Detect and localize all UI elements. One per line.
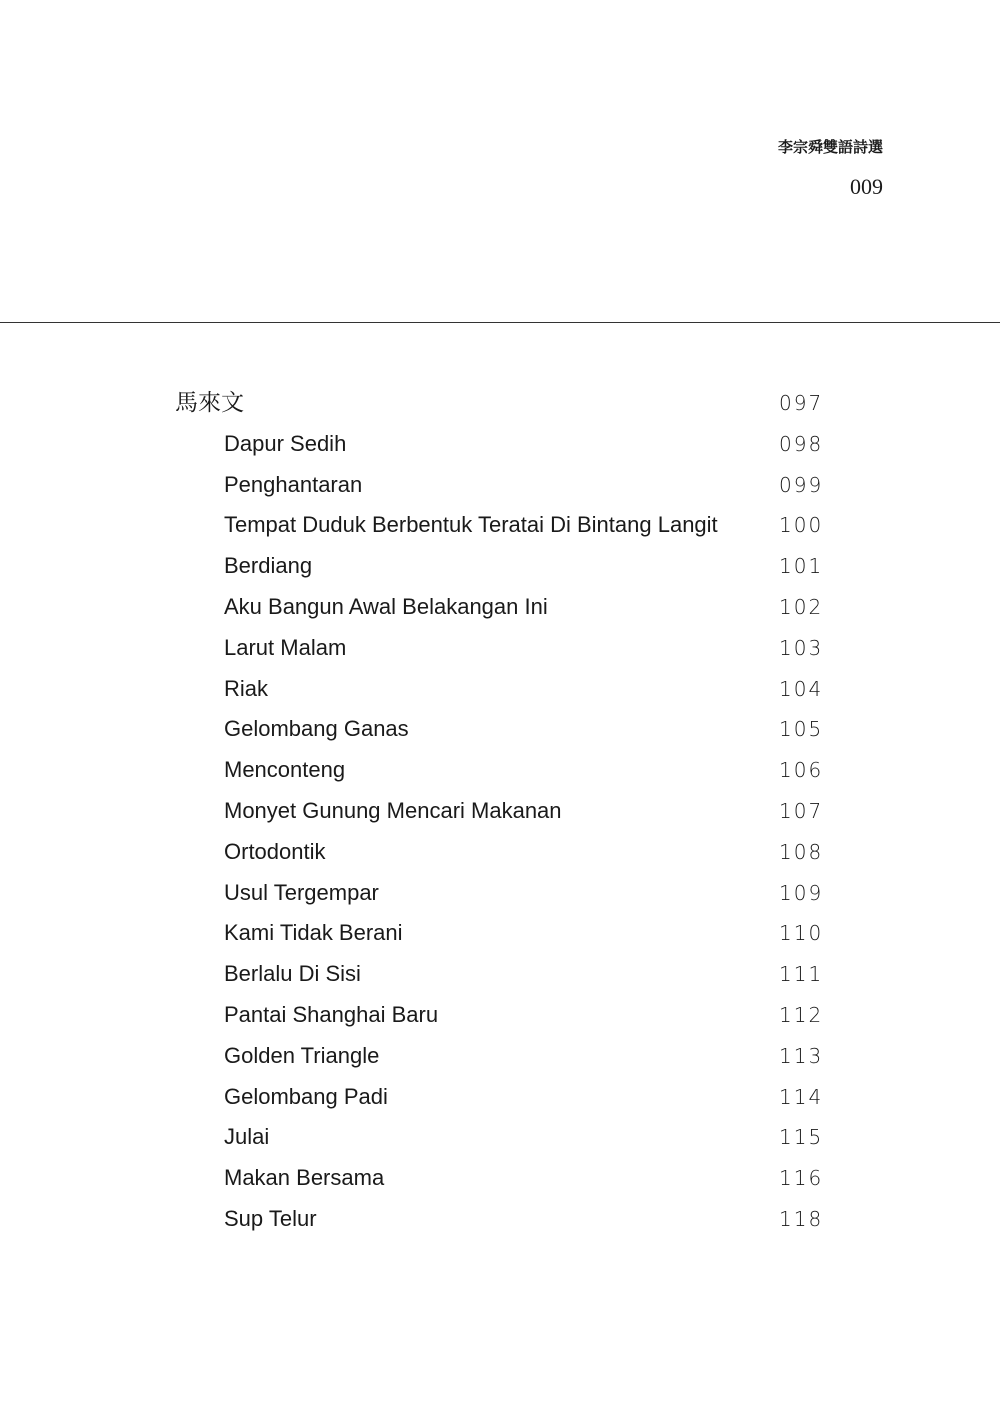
toc-entry-title: Larut Malam [224, 634, 347, 660]
toc-entry-title: Dapur Sedih [224, 430, 347, 456]
toc-entry-page: 104 [779, 676, 824, 701]
toc-entry [0, 587, 1000, 628]
toc-entry-title: Makan Bersama [224, 1165, 385, 1191]
toc-entry-page: 099 [779, 472, 824, 497]
toc-entry-title: Monyet Gunung Mencari Makanan [224, 797, 562, 823]
toc-entry-page: 112 [779, 1002, 824, 1027]
toc-entry [0, 750, 1000, 791]
toc-entry-title: Aku Bangun Awal Belakangan Ini [224, 593, 548, 619]
toc-entry-page: 100 [779, 513, 824, 538]
table-of-contents [0, 383, 1000, 1240]
toc-entry-title: Ortodontik [224, 838, 326, 864]
toc-entry-page: 103 [779, 635, 824, 660]
toc-entry [0, 954, 1000, 995]
toc-entry-title: Gelombang Ganas [224, 716, 409, 742]
toc-entry [0, 546, 1000, 587]
toc-entry-title: Golden Triangle [224, 1042, 380, 1068]
toc-entry [0, 1077, 1000, 1118]
toc-entry [0, 709, 1000, 750]
book-title: 李宗舜雙語詩選 [777, 138, 883, 156]
toc-entry [0, 995, 1000, 1036]
toc-entries [0, 424, 1000, 1240]
toc-entry-title: Kami Tidak Berani [224, 920, 403, 946]
toc-entry [0, 505, 1000, 546]
toc-entry-page: 113 [779, 1043, 824, 1068]
toc-entry [0, 1117, 1000, 1158]
toc-entry-page: 106 [779, 758, 824, 783]
toc-entry [0, 913, 1000, 954]
toc-entry-title: Berdiang [224, 553, 313, 579]
toc-entry-page: 098 [779, 431, 824, 456]
toc-entry [0, 1199, 1000, 1240]
running-header [778, 136, 883, 202]
toc-entry [0, 791, 1000, 832]
toc-entry-page: 114 [779, 1084, 824, 1109]
toc-entry-page: 110 [779, 921, 824, 946]
toc-entry-page: 107 [779, 798, 824, 823]
toc-entry [0, 628, 1000, 669]
toc-entry-title: Julai [224, 1124, 270, 1150]
toc-section-page: 097 [779, 391, 824, 415]
toc-entry-page: 111 [779, 962, 824, 987]
toc-entry [0, 465, 1000, 506]
toc-entry-page: 102 [779, 594, 824, 619]
toc-entry-page: 116 [779, 1166, 824, 1191]
toc-entry [0, 1158, 1000, 1199]
toc-entry-page: 115 [779, 1125, 824, 1150]
toc-entry-title: Usul Tergempar [224, 879, 379, 905]
toc-section [0, 383, 1000, 424]
toc-entry-title: Tempat Duduk Berbentuk Teratai Di Bintang Langit [224, 512, 718, 538]
toc-section-title: 馬來文 [175, 390, 244, 416]
toc-entry-title: Penghantaran [224, 471, 363, 497]
toc-entry-page: 118 [779, 1206, 824, 1231]
toc-entry [0, 832, 1000, 873]
toc-entry-title: Sup Telur [224, 1205, 317, 1231]
toc-entry-title: Menconteng [224, 757, 346, 783]
header-divider [0, 322, 1000, 323]
toc-entry [0, 669, 1000, 710]
toc-entry-title: Pantai Shanghai Baru [224, 1001, 439, 1027]
toc-entry [0, 424, 1000, 465]
toc-entry-page: 101 [779, 554, 824, 579]
toc-entry-title: Berlalu Di Sisi [224, 961, 361, 987]
toc-entry [0, 873, 1000, 914]
toc-entry-page: 105 [779, 717, 824, 742]
toc-entry [0, 1036, 1000, 1077]
toc-entry-title: Gelombang Padi [224, 1083, 388, 1109]
page-number: 009 [850, 174, 883, 199]
toc-entry-page: 109 [779, 880, 824, 905]
toc-entry-title: Riak [224, 675, 269, 701]
toc-entry-page: 108 [779, 839, 824, 864]
